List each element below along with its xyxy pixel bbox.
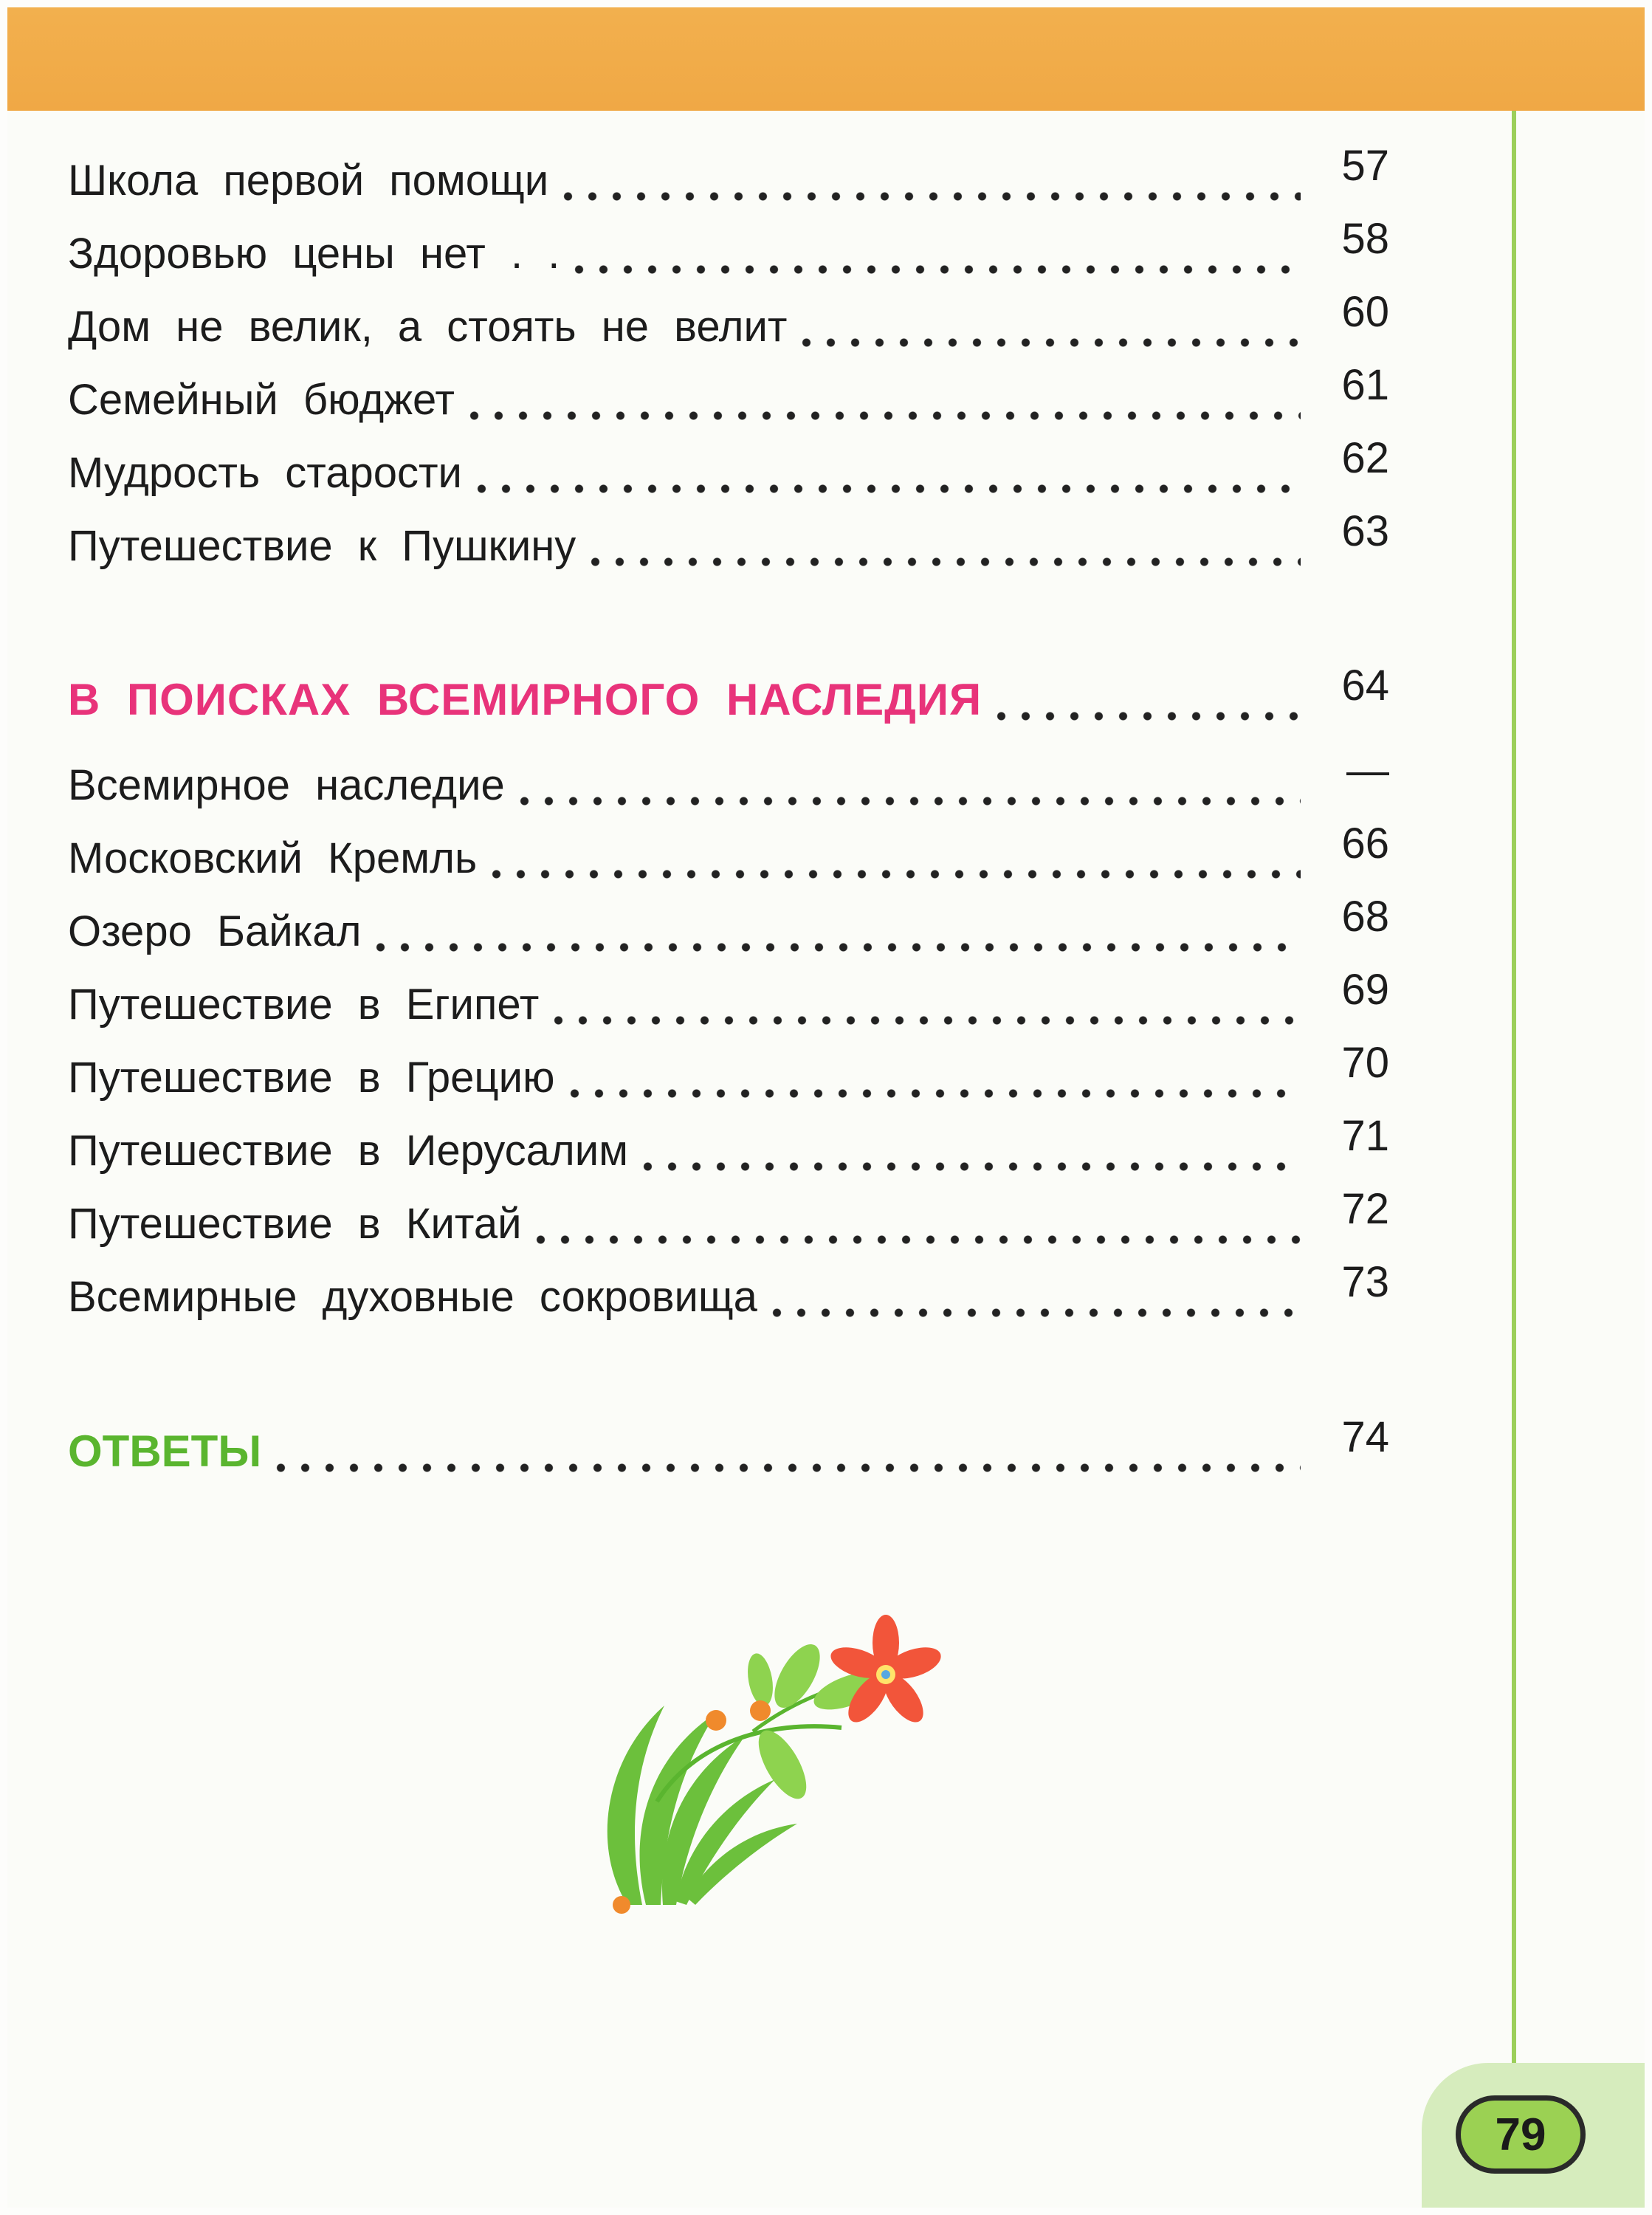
- toc-entry-title: Мудрость старости: [68, 449, 462, 497]
- toc-entry-title: Путешествие в Китай: [68, 1200, 522, 1248]
- toc-entry-page: 72: [1341, 1185, 1389, 1233]
- toc-entry-title: Путешествие в Египет: [68, 981, 540, 1028]
- toc-entry[interactable]: [68, 215, 1389, 278]
- toc-entry-page: 71: [1341, 1112, 1389, 1160]
- toc-entry[interactable]: [68, 1112, 1389, 1175]
- toc-entry-page: 60: [1341, 288, 1389, 336]
- toc-entry[interactable]: [68, 142, 1389, 205]
- toc-entry[interactable]: [68, 1039, 1389, 1102]
- toc-entry[interactable]: [68, 1258, 1389, 1322]
- toc-entry-page: 68: [1341, 893, 1389, 941]
- top-color-band: [7, 7, 1645, 111]
- toc-entry-page: 57: [1341, 142, 1389, 190]
- toc-entry-title: Дом не велик, а стоять не велит: [68, 303, 788, 351]
- toc-entry[interactable]: [68, 893, 1389, 956]
- toc-entry[interactable]: [68, 1185, 1389, 1249]
- toc-entry-title: Путешествие в Грецию: [68, 1054, 555, 1102]
- toc-entry-title: Озеро Байкал: [68, 907, 362, 955]
- leader-dots: [636, 1127, 1301, 1171]
- toc-entry[interactable]: [68, 746, 1389, 810]
- answers-title: ОТВЕТЫ: [68, 1426, 262, 1476]
- toc-entry-page: 58: [1341, 215, 1389, 263]
- toc-entry-title: Здоровью цены нет . .: [68, 230, 560, 278]
- toc-entry-title: Путешествие в Иерусалим: [68, 1127, 628, 1175]
- section-title: В ПОИСКАХ ВСЕМИРНОГО НАСЛЕДИЯ: [68, 675, 982, 724]
- toc-entry-title: Путешествие к Пушкину: [68, 522, 577, 570]
- page-number: 79: [1495, 2109, 1546, 2160]
- toc-entry-page: 70: [1341, 1039, 1389, 1087]
- leader-dots: [484, 834, 1301, 879]
- toc-entry-page: —: [1346, 746, 1389, 794]
- toc-entry[interactable]: [68, 361, 1389, 425]
- toc-entry-page: 73: [1341, 1258, 1389, 1306]
- toc-entry-title: Семейный бюджет: [68, 376, 455, 424]
- page-number-badge: [1456, 2095, 1586, 2174]
- leader-dots: [989, 676, 1301, 721]
- toc-section-heading[interactable]: [68, 662, 1389, 725]
- toc-entry[interactable]: [68, 820, 1389, 883]
- toc-answers[interactable]: [68, 1413, 1389, 1477]
- toc-entry-page: 66: [1341, 820, 1389, 868]
- leader-dots: [556, 157, 1301, 201]
- toc-entry-title: Всемирные духовные сокровища: [68, 1273, 757, 1321]
- leader-dots: [567, 230, 1301, 274]
- floral-ornament-icon: [576, 1610, 960, 1920]
- toc-entry[interactable]: [68, 966, 1389, 1029]
- leader-dots: [512, 761, 1301, 806]
- toc-entry[interactable]: [68, 434, 1389, 498]
- leader-dots: [562, 1054, 1301, 1098]
- leader-dots: [583, 522, 1301, 566]
- toc-entry-title: Всемирное наследие: [68, 761, 505, 809]
- leader-dots: [529, 1200, 1301, 1244]
- leader-dots: [765, 1273, 1301, 1317]
- leader-dots: [269, 1428, 1301, 1472]
- answers-page: 74: [1341, 1413, 1389, 1461]
- toc-entry-page: 61: [1341, 361, 1389, 409]
- toc-entry-page: 62: [1341, 434, 1389, 482]
- leader-dots: [462, 376, 1301, 420]
- toc-entry-title: Московский Кремль: [68, 834, 478, 882]
- toc-entry[interactable]: [68, 288, 1389, 351]
- leader-dots: [469, 449, 1301, 493]
- leader-dots: [546, 981, 1301, 1025]
- section-page: 64: [1341, 662, 1389, 710]
- margin-rule: [1512, 111, 1516, 2067]
- toc-entry-page: 63: [1341, 507, 1389, 555]
- toc-entry[interactable]: [68, 507, 1389, 571]
- toc-entry-page: 69: [1341, 966, 1389, 1014]
- toc-entry-title: Школа первой помощи: [68, 157, 549, 205]
- leader-dots: [368, 907, 1301, 952]
- leader-dots: [794, 303, 1301, 347]
